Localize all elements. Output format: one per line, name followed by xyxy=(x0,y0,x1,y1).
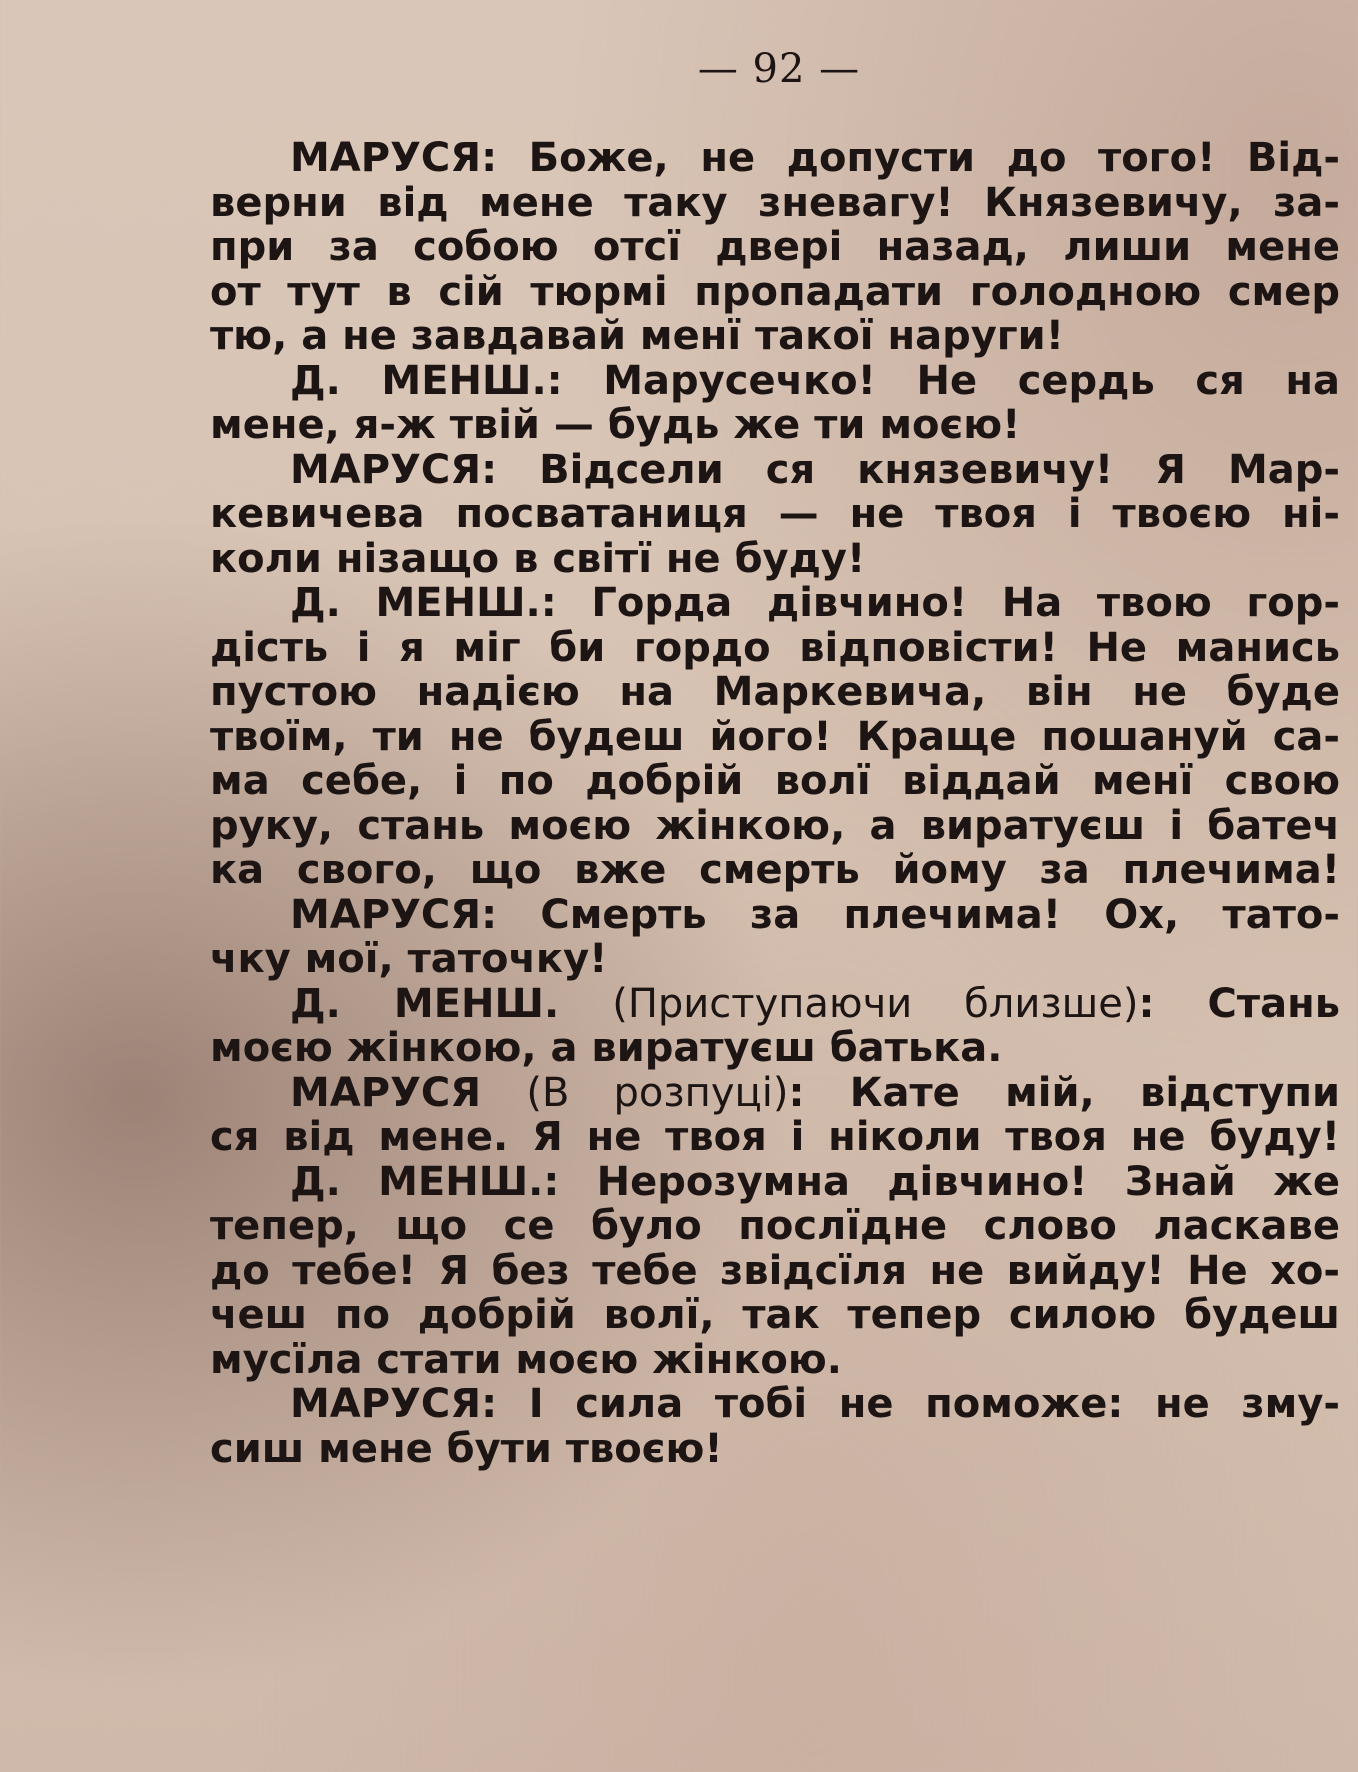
text-line: верни від мене таку зневагу! Князевичу, за- xyxy=(210,179,1340,226)
text-line: мусїла стати моєю жінкою. xyxy=(210,1336,842,1383)
text-line: тю, а не завдавай менї такої наруги! xyxy=(210,313,1064,359)
text-line: моєю жінкою, а виратуєш батька. xyxy=(210,1025,1003,1071)
text-line: коли нізащо в світї не буду! xyxy=(210,535,866,582)
text-line: МАРУСЯ: Смерть за плечима! Ох, тато- xyxy=(290,891,1340,938)
text-line: Д. МЕНШ. (Приступаючи близше): Стань xyxy=(290,980,1340,1027)
page-text xyxy=(210,136,1340,1471)
text-line: руку, стань моєю жінкою, а виратуєш і батеч xyxy=(210,802,1340,849)
text-line: твоїм, ти не будеш його! Краще пошануй са- xyxy=(210,713,1340,760)
text-line: до тебе! Я без тебе звідсїля не вийду! Не хо- xyxy=(210,1247,1340,1294)
text-line: мене, я-ж твій — будь же ти моєю! xyxy=(210,402,1021,448)
text-line: Д. МЕНШ.: Горда дівчино! На твою гор- xyxy=(290,580,1340,626)
text-line: тепер, що се було послїдне слово ласкаве xyxy=(210,1203,1340,1249)
text-line: МАРУСЯ: І сила тобі не поможе: не зму- xyxy=(290,1381,1340,1427)
text-line: пустою надією на Маркевича, він не буде xyxy=(210,669,1340,715)
text-line: чеш по добрій волї, так тепер силою будеш xyxy=(210,1292,1340,1338)
text-line: МАРУСЯ (В розпуці): Кате мій, відступи xyxy=(290,1069,1340,1116)
stage-direction: (В розпуці) xyxy=(526,1069,789,1116)
text-line: чку мої, таточку! xyxy=(210,936,608,982)
text-line: Д. МЕНШ.: Марусечко! Не сердь ся на xyxy=(290,357,1340,404)
text-line: МАРУСЯ: Боже, не допусти до того! Від- xyxy=(290,135,1340,181)
text-line: кевичева посватаниця — не твоя і твоєю ні- xyxy=(210,491,1340,537)
text-line: ка свого, що вже смерть йому за плечима! xyxy=(210,847,1340,893)
stage-direction: (Приступаючи близше) xyxy=(612,980,1139,1027)
text-line: дість і я міг би гордо відповісти! Не манись xyxy=(210,624,1340,671)
text-line: ся від мене. Я не твоя і ніколи твоя не буду! xyxy=(210,1114,1340,1160)
text-line: Д. МЕНШ.: Нерозумна дівчино! Знай же xyxy=(290,1158,1340,1205)
text-line: при за собою отсї двері назад, лиши мене xyxy=(210,224,1340,270)
text-line: от тут в сій тюрмі пропадати голодною смер xyxy=(210,268,1340,315)
text-line: МАРУСЯ: Відсели ся князевичу! Я Мар- xyxy=(290,446,1340,493)
text-line: ма себе, і по добрій волї віддай менї свою xyxy=(210,758,1340,804)
text-line: сиш мене бути твоєю! xyxy=(210,1425,723,1472)
page-number: — 92 — xyxy=(697,46,861,92)
